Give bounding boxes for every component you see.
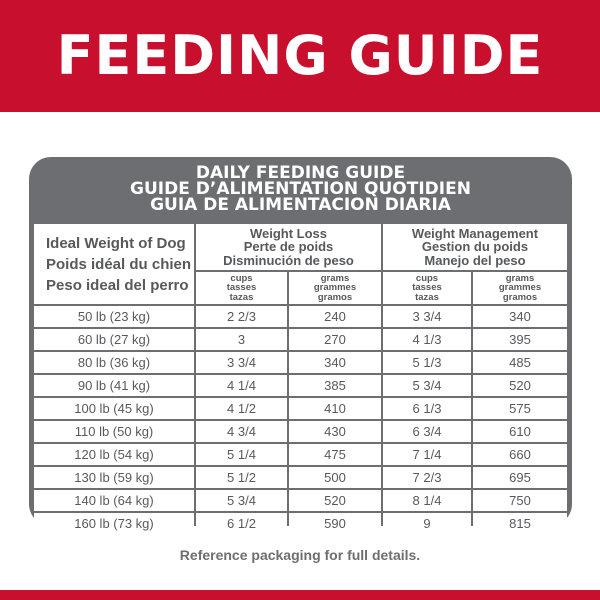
table-cell: 6 3/4 [383, 421, 471, 442]
table-cell: 660 [473, 444, 567, 465]
table-cell: 610 [473, 421, 567, 442]
table-cell: 5 1/3 [383, 352, 471, 373]
table-cell-weight: 160 lb (73 kg) [34, 513, 194, 534]
table-cell: 520 [473, 375, 567, 396]
unit-header-grams [289, 272, 381, 304]
unit-line: cups [230, 272, 253, 284]
group-header-line: Gestion du poids [421, 239, 529, 255]
page-title: FEEDING GUIDE [56, 24, 544, 87]
table-cell: 8 1/4 [383, 490, 471, 511]
table-cell: 6 1/2 [196, 513, 287, 534]
unit-line: tasses [226, 282, 257, 294]
unit-header-cups [196, 272, 287, 304]
table-cell: 4 1/3 [383, 329, 471, 350]
unit-line: grammes [313, 282, 357, 294]
group-header-line: Perte de poids [243, 239, 334, 255]
group-header-line: Disminución de peso [223, 252, 354, 268]
unit-line: tazas [415, 291, 439, 303]
table-cell: 475 [289, 444, 381, 465]
bottom-bar [0, 590, 600, 600]
table-cell: 520 [289, 490, 381, 511]
table-cell-weight: 110 lb (50 kg) [34, 421, 194, 442]
table-cell-weight: 120 lb (54 kg) [34, 444, 194, 465]
table-cell-weight: 140 lb (64 kg) [34, 490, 194, 511]
panel-title-line: GUIA DE ALIMENTACION DIARIA [150, 195, 451, 215]
unit-line: gramos [502, 291, 538, 303]
table-cell: 5 1/2 [196, 467, 287, 488]
table-cell: 7 2/3 [383, 467, 471, 488]
table-cell: 2 2/3 [196, 306, 287, 327]
header-banner [0, 0, 600, 112]
table-cell: 750 [473, 490, 567, 511]
weight-header-line: Poids idéal du chien [46, 255, 192, 273]
table-cell: 5 3/4 [196, 490, 287, 511]
table-cell: 340 [473, 306, 567, 327]
table-cell: 395 [473, 329, 567, 350]
unit-header-grams [473, 272, 567, 304]
table-cell: 485 [473, 352, 567, 373]
unit-line: grams [320, 272, 350, 284]
group-header-line: Weight Loss [249, 225, 328, 241]
group-header-line: Manejo del peso [424, 252, 526, 268]
table-cell: 815 [473, 513, 567, 534]
table-cell-weight: 60 lb (27 kg) [34, 329, 194, 350]
weight-header-line: Peso ideal del perro [46, 276, 189, 294]
table-cell-weight: 80 lb (36 kg) [34, 352, 194, 373]
table-cell: 695 [473, 467, 567, 488]
unit-line: gramos [317, 291, 353, 303]
footer-note: Reference packaging for full details. [179, 547, 421, 563]
panel-title-line: DAILY FEEDING GUIDE [195, 163, 406, 183]
group-header-line: Weight Management [411, 225, 539, 241]
table-cell: 410 [289, 398, 381, 419]
table-cell: 5 3/4 [383, 375, 471, 396]
table-cell: 270 [289, 329, 381, 350]
unit-line: tazas [229, 291, 254, 303]
table-cell: 7 1/4 [383, 444, 471, 465]
table-cell: 240 [289, 306, 381, 327]
table-cell: 4 1/4 [196, 375, 287, 396]
weight-loss-header [196, 224, 381, 270]
table-cell: 4 1/2 [196, 398, 287, 419]
table-cell-weight: 130 lb (59 kg) [34, 467, 194, 488]
table-cell: 340 [289, 352, 381, 373]
unit-line: tasses [412, 282, 442, 294]
table-cell: 3 3/4 [383, 306, 471, 327]
panel-title-line: GUIDE D’ALIMENTATION QUOTIDIEN [130, 179, 471, 199]
table-cell: 3 [196, 329, 287, 350]
unit-line: grams [505, 272, 535, 284]
table-cell: 5 1/4 [196, 444, 287, 465]
weight-column-header [34, 224, 194, 304]
table-cell: 575 [473, 398, 567, 419]
unit-header-cups [383, 272, 471, 304]
unit-line: cups [415, 272, 439, 284]
table-cell: 4 3/4 [196, 421, 287, 442]
table-cell: 590 [289, 513, 381, 534]
table-cell-weight: 50 lb (23 kg) [34, 306, 194, 327]
table-cell: 6 1/3 [383, 398, 471, 419]
table-cell-weight: 100 lb (45 kg) [34, 398, 194, 419]
table-cell: 3 3/4 [196, 352, 287, 373]
table-cell: 385 [289, 375, 381, 396]
table-cell: 500 [289, 467, 381, 488]
weight-header-line: Ideal Weight of Dog [46, 234, 186, 252]
table-cell: 430 [289, 421, 381, 442]
panel-title [29, 165, 572, 213]
unit-line: grammes [498, 282, 542, 294]
table-cell: 9 [383, 513, 471, 534]
table-cell-weight: 90 lb (41 kg) [34, 375, 194, 396]
weight-management-header [383, 224, 567, 270]
